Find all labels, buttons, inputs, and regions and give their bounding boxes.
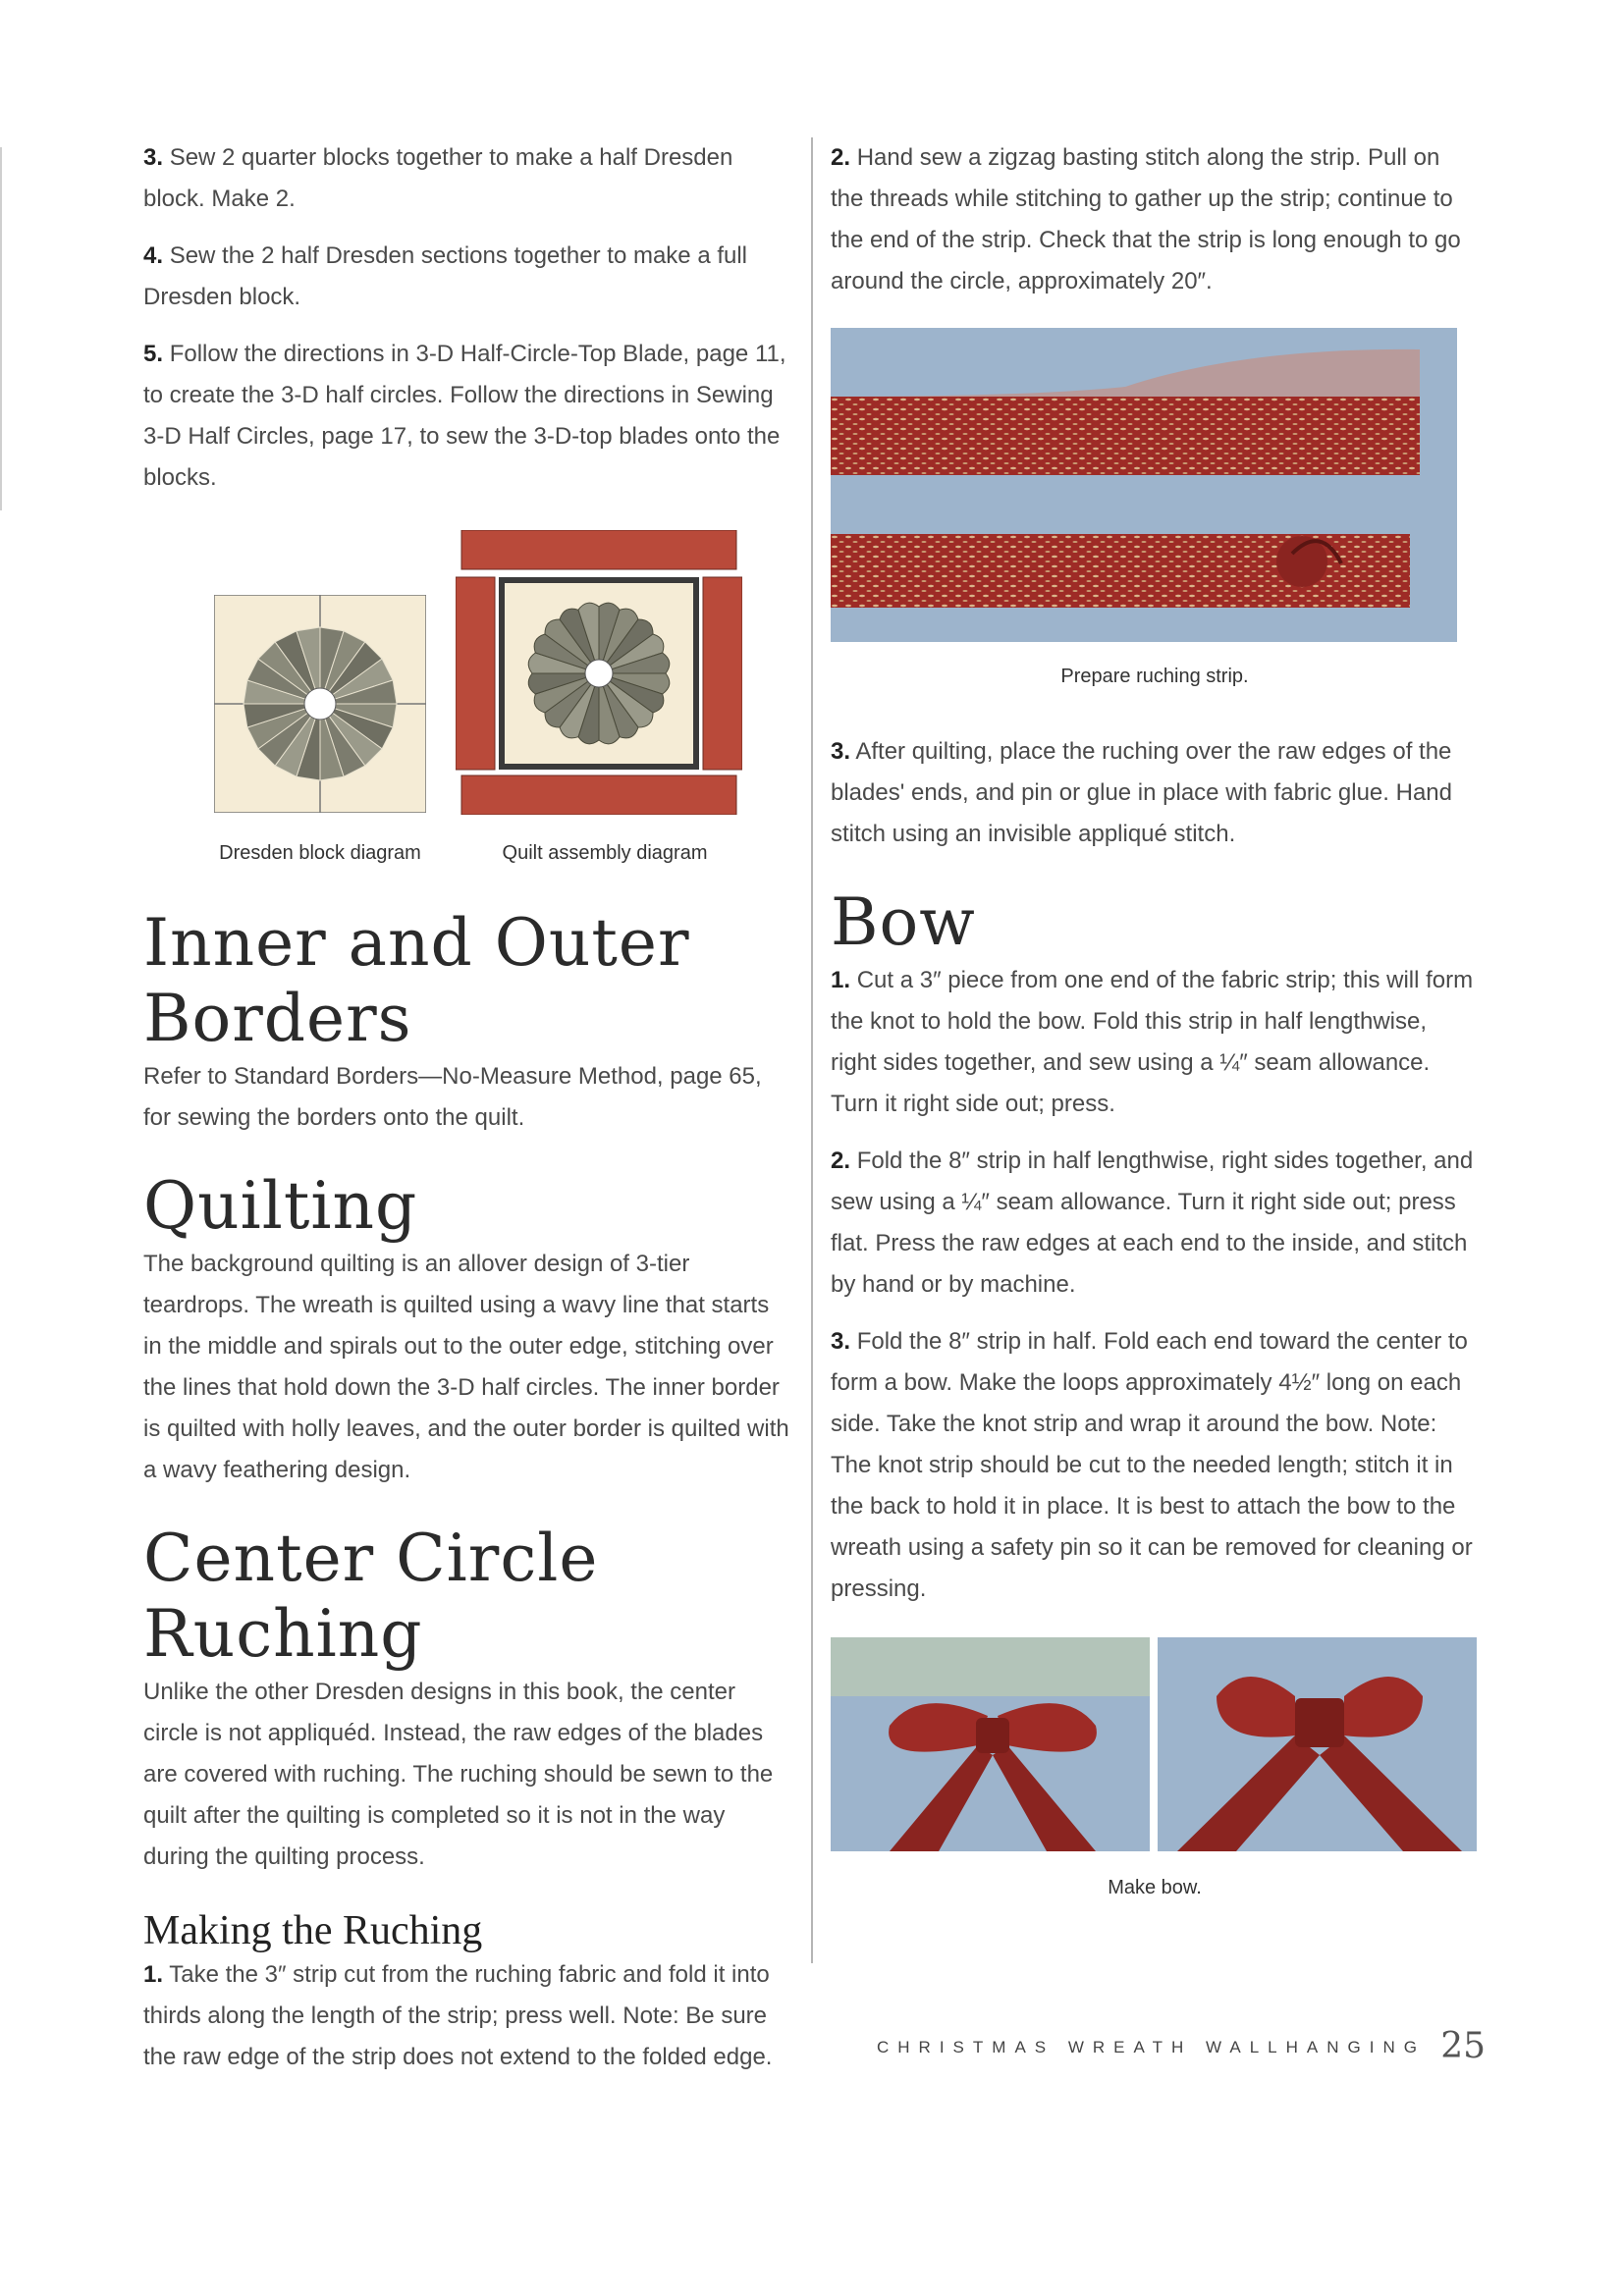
step-text: After quilting, place the ruching over the raw edges of the blades' ends, and pin or glue in place with fabric glue. Hand stitch using an invisible appliqué stitch. bbox=[831, 738, 1452, 847]
heading-text: Bow bbox=[831, 884, 976, 960]
step-text: Sew the 2 half Dresden sections together to make a full Dresden block. bbox=[143, 242, 748, 310]
page-number: 25 bbox=[1440, 2026, 1486, 2066]
step-text: Take the 3″ strip cut from the ruching fabric and fold it into thirds along the length of the strip; press well. Note: Be sure the raw edge of the strip does not extend to the folded edge. bbox=[143, 1961, 773, 2070]
step-number: 3. bbox=[143, 144, 164, 171]
step-number: 2. bbox=[831, 144, 851, 171]
step-number: 4. bbox=[143, 242, 164, 269]
dresden-center bbox=[585, 660, 613, 687]
heading-text: Center Circle Ruching bbox=[143, 1521, 599, 1672]
ruching-strip-illustration bbox=[831, 328, 1457, 642]
edge-mark bbox=[0, 147, 2, 510]
inner-outer-borders-heading bbox=[143, 905, 791, 1056]
step-3-paragraph bbox=[831, 731, 1479, 855]
ruching-photo-caption: Prepare ruching strip. bbox=[1060, 666, 1249, 687]
step-text: Fold the 8″ strip in half. Fold each end toward the center to form a bow. Make the loops approximately 4½″ long on each side. Take the knot strip and wrap it around the bow. Note: The knot strip should be cut to the needed length; stitch it in the back to hold it in place. It is best to attach the bow to the wreath using a safety pin so it can be removed for cleaning or pressing. bbox=[831, 1328, 1473, 1602]
bow-photo-right bbox=[1158, 1637, 1477, 1851]
step-number: 5. bbox=[143, 341, 164, 367]
inner-outer-borders-text: Refer to Standard Borders—No-Measure Method, page 65, for sewing the borders onto the quilt. bbox=[143, 1063, 762, 1131]
step-3-paragraph bbox=[143, 137, 791, 220]
left-column bbox=[143, 137, 791, 2078]
dresden-caption: Dresden block diagram bbox=[219, 842, 421, 864]
step-text: Sew 2 quarter blocks together to make a half Dresden block. Make 2. bbox=[143, 144, 733, 212]
step-text: Cut a 3″ piece from one end of the fabric strip; this will form the knot to hold the bow. Fold this strip in half lengthwise, right sides together, and sew using a ¼″ seam allowance. Turn it right side out; press. bbox=[831, 967, 1474, 1117]
ruching-step-1-paragraph bbox=[143, 1954, 791, 2078]
dresden-block-diagram bbox=[214, 595, 426, 813]
dresden-center bbox=[304, 688, 336, 720]
step-text: Follow the directions in 3-D Half-Circle-Top Blade, page 11, to create the 3-D half circles. Follow the directions in Sewing 3-D Half Circles, page 17, to sew the 3-D-top blades onto the blocks. bbox=[143, 341, 786, 491]
right-column bbox=[831, 137, 1479, 1899]
making-ruching-heading: Making the Ruching bbox=[143, 1908, 483, 1953]
step-number: 1. bbox=[831, 967, 851, 993]
center-circle-ruching-heading bbox=[143, 1521, 791, 1672]
bow-illustration-right bbox=[1158, 1637, 1477, 1851]
heading-text: Quilting bbox=[143, 1168, 418, 1244]
diagrams-figure bbox=[143, 530, 791, 883]
step-5-paragraph bbox=[143, 334, 791, 499]
step-text: Hand sew a zigzag basting stitch along the strip. Pull on the threads while stitching to gather up the strip; continue to the end of the strip. Check that the strip is long enough to go around the circle, approximately 20″. bbox=[831, 144, 1461, 294]
center-circle-ruching-text: Unlike the other Dresden designs in this book, the center circle is not appliquéd. Instead, the raw edges of the blades are covered with ruching. The ruching should be sewn to the quilt after the quilting is completed so it is not in the way during the quilting process. bbox=[143, 1679, 774, 1870]
running-footer-title: CHRISTMAS WREATH WALLHANGING bbox=[877, 2038, 1426, 2056]
step-4-paragraph bbox=[143, 236, 791, 318]
column-divider bbox=[811, 137, 813, 1963]
assembly-caption: Quilt assembly diagram bbox=[502, 842, 708, 864]
bow-step-1-paragraph bbox=[831, 960, 1479, 1125]
bow-heading bbox=[831, 884, 1479, 960]
heading-text: Inner and Outer Borders bbox=[143, 905, 690, 1056]
quilting-text: The background quilting is an allover design of 3-tier teardrops. The wreath is quilted using a wavy line that starts in the middle and spirals out to the outer edge, stitching over the lines that hold down the 3-D half circles. The inner border is quilted with holly leaves, and the outer border is quilted with a wavy feathering design. bbox=[143, 1251, 789, 1483]
bow-photos bbox=[831, 1637, 1479, 1851]
bow-step-3-paragraph bbox=[831, 1321, 1479, 1610]
step-2-paragraph bbox=[831, 137, 1479, 302]
step-number: 3. bbox=[831, 738, 851, 765]
quilting-heading bbox=[143, 1168, 791, 1244]
step-number: 2. bbox=[831, 1148, 851, 1174]
bow-photo-left bbox=[831, 1637, 1150, 1851]
step-number: 3. bbox=[831, 1328, 851, 1355]
bow-photo-caption: Make bow. bbox=[1108, 1877, 1202, 1898]
ruching-strip-photo bbox=[831, 328, 1457, 642]
quilt-assembly-diagram bbox=[456, 530, 742, 815]
step-number: 1. bbox=[143, 1961, 164, 1988]
step-text: Fold the 8″ strip in half lengthwise, right sides together, and sew using a ¼″ seam allowance. Turn it right side out; press flat. Press the raw edges at each end to the inside, and stitch by hand or by machine. bbox=[831, 1148, 1474, 1298]
bow-illustration-left bbox=[831, 1637, 1150, 1851]
bow-step-2-paragraph bbox=[831, 1141, 1479, 1306]
